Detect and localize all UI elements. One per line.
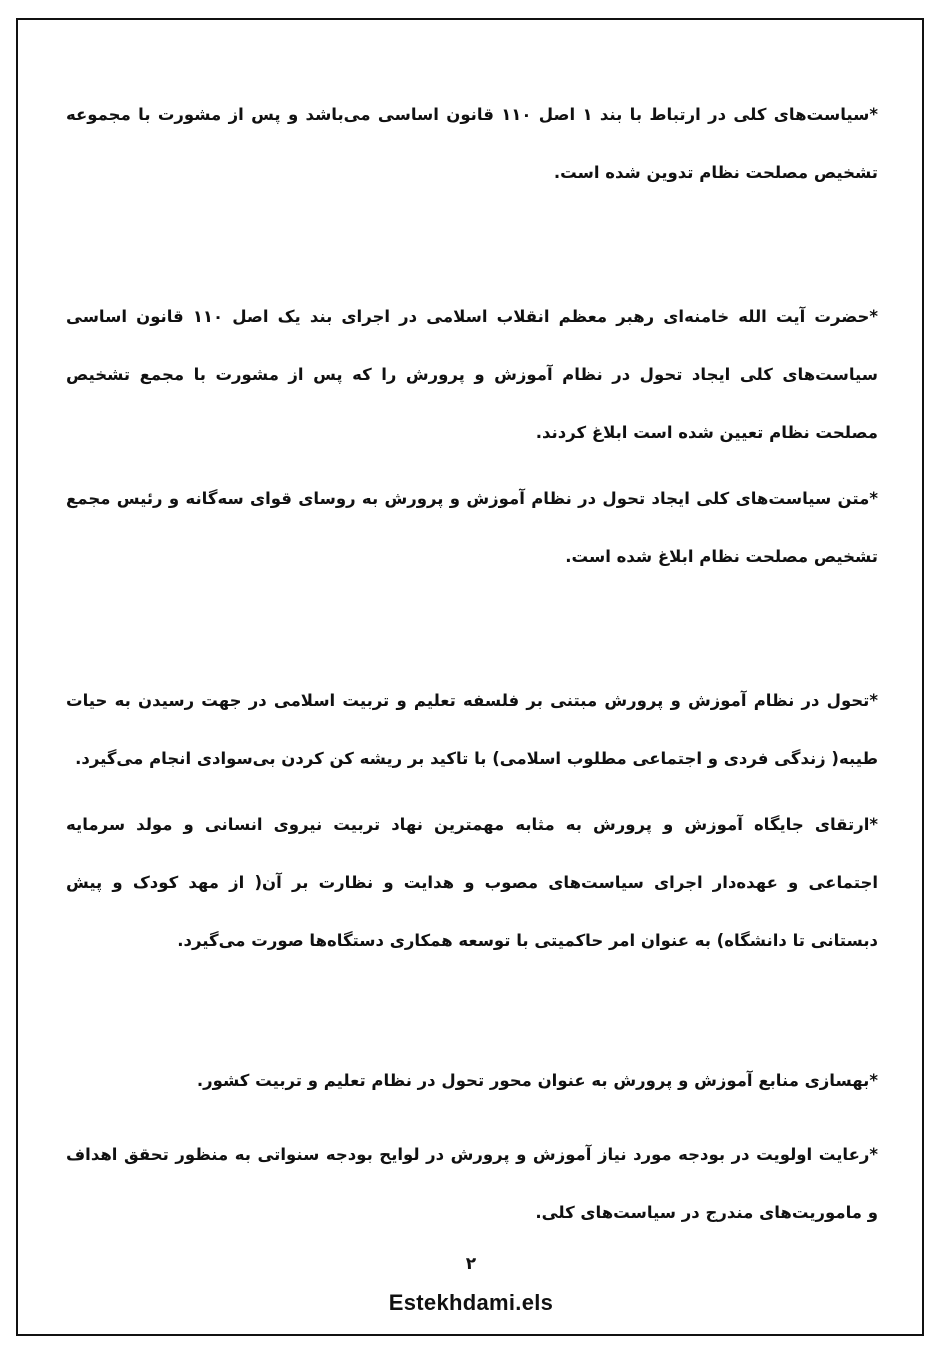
paragraph-transformation: *تحول در نظام آموزش و پرورش مبتنی بر فلسفه تعلیم و تربیت اسلامی در جهت رسیدن به حیات طیبه( زندگی فردی و اجتماعی مطلوب اسلامی) با تاکید بر ریشه کن کردن بی‌سوادی انجام می‌گیرد. (66, 691, 878, 768)
paragraph-policy-basis: *سیاست‌های کلی در ارتباط با بند ۱ اصل ۱۱۰ قانون اساسی می‌باشد و پس از مشورت با مجموعه تشخیص مصلحت نظام تدوین شده است. (66, 105, 879, 182)
page-number: ۲ (465, 1254, 477, 1274)
paragraph-budget-priority: *رعایت اولویت در بودجه مورد نیاز آموزش و پرورش در لوایح بودجه سنواتی به منظور تحقق اهداف و ماموریت‌های مندرج در سیاست‌های کلی. (66, 1145, 878, 1222)
paragraph-leader-announcement: *حضرت آیت الله خامنه‌ای رهبر معظم انقلاب اسلامی در اجرای بند یک اصل ۱۱۰ قانون اساسی سیاست‌های کلی ایجاد تحول در نظام آموزش و پرورش را که پس از مشورت با مجمع تشخیص مصلحت نظام تعیین شده است ابلاغ کردند. (66, 307, 879, 442)
paragraph-resource-improvement: *بهسازی منابع آموزش و پرورش به عنوان محور تحول در نظام تعلیم و تربیت کشور. (196, 1071, 878, 1090)
footer-watermark: Estekhdami.els (388, 1290, 554, 1315)
paragraph-status-upgrade: *ارتقای جایگاه آموزش و پرورش به مثابه مهمترین نهاد تربیت نیروی انسانی و مولد سرمایه اجتماعی و عهده‌دار اجرای سیاست‌های مصوب و هدایت و نظارت بر آن( از مهد کودک و پیش دبستانی تا دانشگاه) به عنوان امر حاکمیتی با توسعه همکاری دستگاه‌ها صورت می‌گیرد. (66, 815, 878, 950)
paragraph-policy-text-notified: *متن سیاست‌های کلی ایجاد تحول در نظام آموزش و پرورش به روسای قوای سه‌گانه و رئیس مجمع تشخیص مصلحت نظام ابلاغ شده است. (66, 489, 878, 566)
